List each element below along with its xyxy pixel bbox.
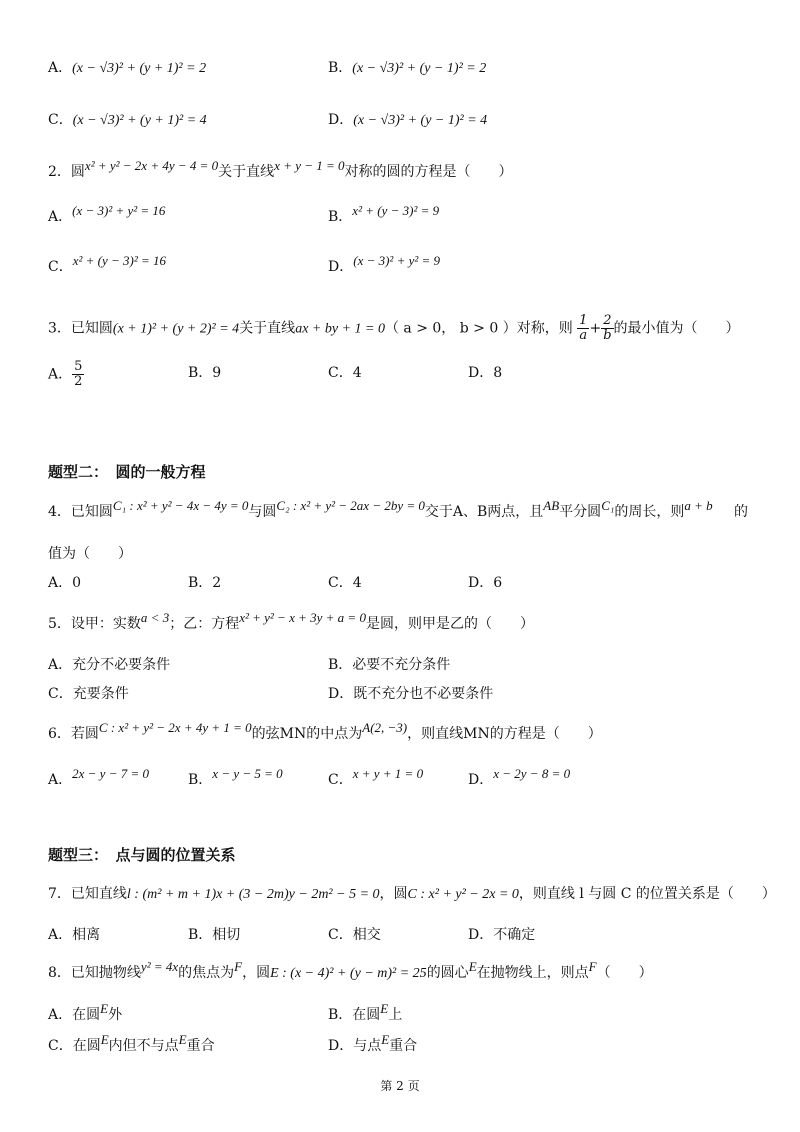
q4-option-d: D．6: [468, 575, 503, 591]
equation: x² + y² − 2x + 4y − 4 = 0: [84, 158, 219, 173]
q6-option-b: [188, 766, 283, 790]
fraction-1-over-a: [577, 314, 589, 343]
text: 在抛物线上，则点: [476, 965, 589, 981]
option-math: (x − 3)² + y² = 9: [353, 253, 441, 268]
q8-option-d: [328, 1032, 418, 1056]
option-math: x² + (y − 3)² = 9: [352, 203, 440, 218]
q8-option-b: [328, 1001, 403, 1025]
text: D．与点: [328, 1038, 382, 1054]
page-number: 第 2 页: [380, 1079, 420, 1093]
q4-stem: [48, 498, 713, 522]
equation: x + y − 1 = 0: [274, 158, 345, 173]
option-math: x² + (y − 3)² = 16: [72, 253, 167, 268]
equation: ax + by + 1 = 0: [295, 321, 385, 337]
option-math: x + y + 1 = 0: [352, 766, 424, 781]
text: 平分圆: [559, 504, 602, 520]
text: ；乙：方程: [169, 616, 240, 632]
point-f: F: [234, 959, 243, 974]
q7-option-d: D．不确定: [468, 927, 536, 943]
fraction-2-over-b: [601, 314, 613, 343]
text: 的最小值为（ ）: [613, 320, 740, 337]
text: 的圆心: [426, 965, 469, 981]
text: ，圆: [379, 886, 408, 902]
text: 2．圆: [48, 164, 85, 180]
option-math: (x − √3)² + (y + 1)² = 4: [72, 113, 207, 128]
text: 的弦MN的中点为: [251, 726, 363, 742]
text: 关于直线: [239, 320, 296, 337]
q7-option-b: B．相切: [188, 927, 241, 943]
option-label: B．: [328, 209, 353, 225]
text: C．在圆: [48, 1038, 101, 1054]
text: B．在圆: [328, 1007, 381, 1023]
numerator: 2: [601, 314, 613, 329]
q8-stem: [48, 959, 653, 984]
point-e: E: [468, 959, 477, 974]
point-e: E: [381, 1032, 390, 1047]
segment-ab: AB: [543, 498, 560, 513]
q2-option-b: [328, 203, 440, 227]
text: 关于直线: [218, 164, 275, 180]
text: 的周长，则: [614, 504, 685, 520]
text: 内但不与点: [108, 1038, 179, 1054]
q5-option-a: A．充分不必要条件: [48, 657, 171, 673]
text: 上: [388, 1007, 403, 1023]
q4-stem-cont: 值为（ ）: [48, 546, 132, 562]
equation: E : (x − 4)² + (y − m)² = 25: [270, 966, 427, 981]
q3-option-d: D．8: [468, 365, 503, 381]
text: 7．已知直线: [48, 886, 127, 902]
circle-c1: C₁: [601, 498, 615, 513]
option-label: A．: [48, 209, 73, 225]
q6-stem: [48, 720, 602, 744]
text: 重合: [186, 1038, 215, 1054]
point-e: E: [178, 1032, 187, 1047]
q3-option-b: B．9: [188, 365, 222, 381]
option-label: D．: [468, 772, 494, 788]
option-math: (x − 3)² + y² = 16: [72, 203, 166, 218]
equation: l : (m² + m + 1)x + (3 − 2m)y − 2m² − 5 = 0: [126, 887, 380, 902]
q5-stem: [48, 610, 534, 634]
equation: C : x² + y² − 2x + 4y + 1 = 0: [98, 720, 252, 735]
option-label: C．: [48, 259, 73, 275]
q4-option-b: B．2: [188, 575, 222, 591]
text: 对称的圆的方程是（ ）: [344, 164, 513, 180]
q1-option-b: [328, 58, 486, 79]
option-label: A．: [48, 772, 73, 788]
q6-option-c: [328, 766, 424, 790]
equation: C₁ : x² + y² − 4x − 4y = 0: [112, 498, 249, 513]
option-label: A．: [48, 366, 73, 383]
text: 的焦点为: [178, 965, 235, 981]
option-math: (x − √3)² + (y − 1)² = 2: [352, 61, 487, 76]
q8-option-c: [48, 1032, 215, 1056]
text: 是圆，则甲是乙的（ ）: [365, 616, 534, 632]
q2-option-c: [48, 253, 167, 277]
section-heading-3: 题型三： 点与圆的位置关系: [48, 846, 236, 864]
option-math: (x − √3)² + (y − 1)² = 4: [353, 113, 488, 128]
option-math: 2x − y − 7 = 0: [72, 766, 149, 781]
equation: x² + y² − x + 3y + a = 0: [239, 610, 366, 625]
numerator: 1: [579, 313, 588, 328]
q3-option-a: [48, 360, 84, 389]
option-label: A．: [48, 60, 73, 76]
fraction-5-over-2: [72, 360, 84, 389]
plus-sign: +: [589, 320, 602, 337]
denominator: b: [603, 328, 612, 343]
q4-option-c: C．4: [328, 575, 362, 591]
q4-option-a: A．0: [48, 575, 82, 591]
q5-option-b: B．必要不充分条件: [328, 657, 451, 673]
text: （ a > 0， b > 0 ）对称，则: [384, 320, 573, 337]
point-e: E: [100, 1032, 109, 1047]
q1-option-a: [48, 58, 206, 79]
q5-option-c: C．充要条件: [48, 686, 129, 702]
equation: C : x² + y² − 2x = 0: [407, 887, 519, 902]
text: ，则直线MN的方程是（ ）: [407, 726, 602, 742]
text: （ ）: [596, 965, 653, 981]
inequality: a < 3: [140, 610, 170, 625]
text: 3．已知圆: [48, 320, 113, 337]
text: 5．设甲：实数: [48, 616, 141, 632]
numerator: 5: [74, 359, 83, 374]
q6-option-a: [48, 766, 149, 790]
option-label: B．: [188, 772, 213, 788]
equation: (x + 1)² + (y + 2)² = 4: [112, 321, 240, 337]
text: 6．若圆: [48, 726, 99, 742]
denominator: 2: [74, 374, 83, 389]
option-label: C．: [328, 772, 353, 788]
text: 4．已知圆: [48, 504, 113, 520]
equation: C₂ : x² + y² − 2ax − 2by = 0: [276, 498, 425, 513]
text: ，圆: [242, 965, 271, 981]
option-label: B．: [328, 60, 353, 76]
q2-option-d: [328, 253, 441, 277]
q6-option-d: [468, 766, 571, 790]
q5-option-d: D．既不充分也不必要条件: [328, 686, 494, 702]
text: 8．已知抛物线: [48, 965, 141, 981]
q8-option-a: [48, 1001, 123, 1025]
point-a: A(2, −3): [362, 720, 408, 735]
point-e: E: [380, 1001, 389, 1016]
section-heading-2: 题型二： 圆的一般方程: [48, 463, 206, 481]
option-label: C．: [48, 112, 73, 128]
q4-stem-end: 的: [734, 504, 748, 520]
q2-stem: [48, 158, 513, 182]
option-math: x − 2y − 8 = 0: [493, 766, 571, 781]
option-label: D．: [328, 112, 354, 128]
option-label: D．: [328, 259, 354, 275]
q2-option-a: [48, 203, 166, 227]
denominator: a: [579, 328, 588, 343]
text: 外: [108, 1007, 123, 1023]
expression: a + b: [684, 498, 713, 513]
q1-option-d: [328, 110, 487, 131]
point-e: E: [100, 1001, 109, 1016]
q7-option-a: A．相离: [48, 927, 101, 943]
q3-stem: [48, 314, 740, 343]
q7-stem: [48, 884, 776, 905]
text: ，则直线 l 与圆 C 的位置关系是（ ）: [518, 886, 776, 902]
q7-option-c: C．相交: [328, 927, 381, 943]
point-f: F: [588, 959, 597, 974]
q1-option-c: [48, 110, 207, 131]
equation: y² = 4x: [140, 959, 179, 974]
text: A．在圆: [48, 1007, 101, 1023]
text: 与圆: [248, 504, 277, 520]
option-math: x − y − 5 = 0: [212, 766, 283, 781]
text: 重合: [389, 1038, 418, 1054]
text: 交于A、B两点，且: [424, 504, 544, 520]
q3-option-c: C．4: [328, 365, 362, 381]
option-math: (x − √3)² + (y + 1)² = 2: [72, 61, 207, 76]
